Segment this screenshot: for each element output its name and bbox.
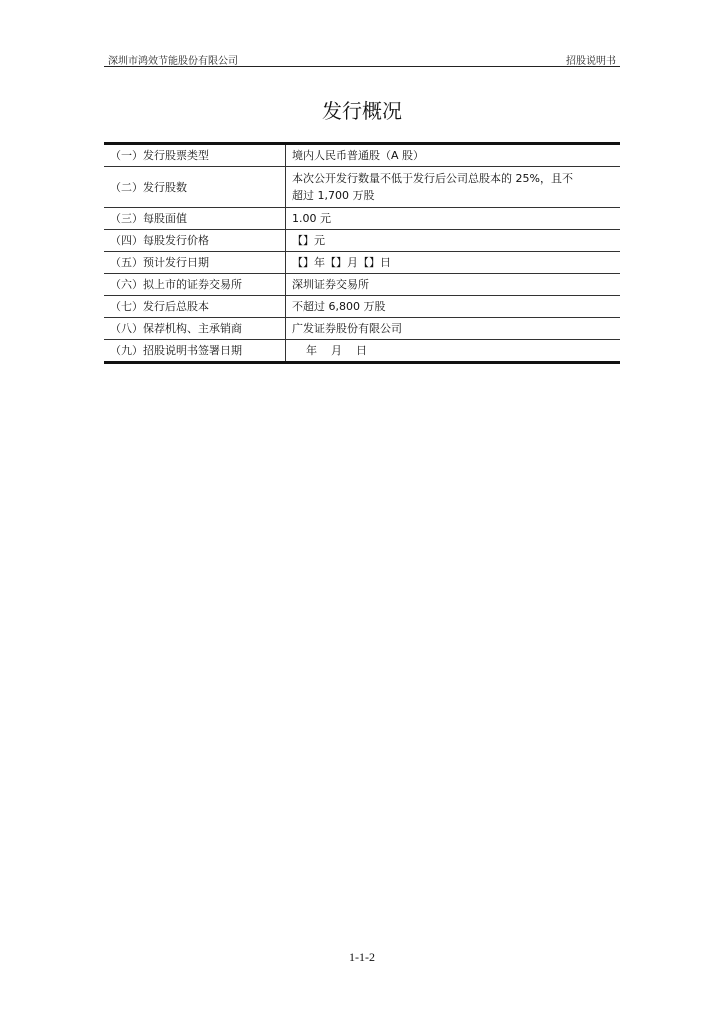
page-title: 发行概况 bbox=[322, 99, 402, 123]
offering-summary-table bbox=[104, 142, 620, 364]
row-value: 广发证券股份有限公司 bbox=[286, 318, 621, 340]
row-label: （七）发行后总股本 bbox=[104, 296, 286, 318]
table-row bbox=[104, 230, 620, 252]
row-value: 【】元 bbox=[286, 230, 621, 252]
header-divider bbox=[104, 66, 620, 67]
page-header bbox=[104, 50, 620, 66]
table-row bbox=[104, 208, 620, 230]
row-label: （九）招股说明书签署日期 bbox=[104, 340, 286, 362]
table-row bbox=[104, 296, 620, 318]
company-name: 深圳市鸿效节能股份有限公司 bbox=[108, 56, 238, 67]
table-row bbox=[104, 252, 620, 274]
row-value: 1.00 元 bbox=[286, 208, 621, 230]
document-type: 招股说明书 bbox=[566, 56, 616, 67]
table-row bbox=[104, 274, 620, 296]
row-value: 【】年【】月【】日 bbox=[286, 252, 621, 274]
row-label: （一）发行股票类型 bbox=[104, 145, 286, 167]
row-label: （八）保荐机构、主承销商 bbox=[104, 318, 286, 340]
table-row bbox=[104, 340, 620, 362]
row-label: （四）每股发行价格 bbox=[104, 230, 286, 252]
row-label: （六）拟上市的证券交易所 bbox=[104, 274, 286, 296]
row-value: 深圳证券交易所 bbox=[286, 274, 621, 296]
table-row bbox=[104, 145, 620, 167]
page-number: 1-1-2 bbox=[349, 950, 375, 964]
row-value: 本次公开发行数量不低于发行后公司总股本的 25%，且不 超过 1,700 万股 bbox=[286, 167, 621, 208]
table-row bbox=[104, 167, 620, 208]
row-value: 境内人民币普通股（A 股） bbox=[292, 149, 425, 162]
row-value: 不超过 6,800 万股 bbox=[286, 296, 621, 318]
row-label: （五）预计发行日期 bbox=[104, 252, 286, 274]
row-label: （三）每股面值 bbox=[104, 208, 286, 230]
row-label: （二）发行股数 bbox=[104, 167, 286, 208]
table-row bbox=[104, 318, 620, 340]
row-value: 年 月 日 bbox=[286, 340, 621, 362]
